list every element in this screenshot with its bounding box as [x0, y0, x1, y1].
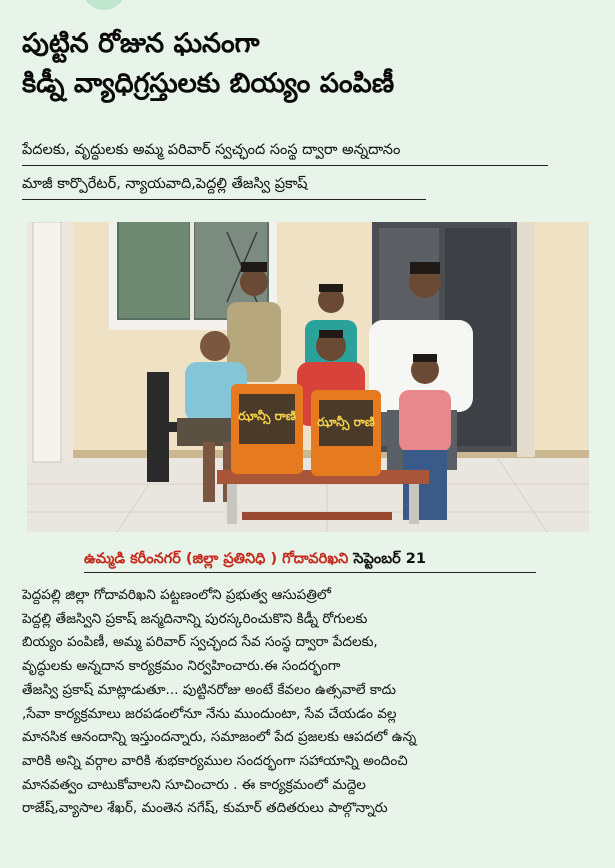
headline-line-1: పుట్టిన రోజున ఘనంగా: [22, 28, 260, 59]
news-photo: [27, 222, 589, 532]
body-line: మానవత్వం చాటుకోవాలని సూచించారు . ఈ కార్యక్రమంలో మద్దెల: [22, 776, 366, 793]
rice-bag-label-right: ఝాన్సీ రాణి: [317, 415, 375, 429]
body-line: బియ్యం పంపిణీ, అమ్మ పరివార్ స్వచ్ఛంద సేవ సంస్థ ద్వారా పేదలకు,: [22, 634, 378, 651]
body-line: రాజేష్,వ్యాసాల శేఖర్, మంతెన నగేష్, కుమార్ తదితరులు పాల్గొన్నారు: [22, 800, 388, 817]
byline: మాజీ కార్పొరేటర్, న్యాయవాది,పెద్దల్లి తేజస్వి ప్రకాష్: [22, 176, 308, 192]
byline-rule: [22, 199, 426, 200]
body-line: వృద్ధులకు అన్నదాన కార్యక్రమం నిర్వహించారు.ఈ సందర్భంగా: [22, 658, 341, 675]
rice-bag-label-left: ఝాన్సీ రాణి: [238, 409, 296, 423]
dateline: [84, 549, 536, 569]
dateline-rule: [84, 572, 536, 573]
news-photo-illustration: [27, 222, 589, 532]
subheadline: పేదలకు, వృద్ధులకు అమ్మ పరివార్ స్వచ్ఛంద సంస్థ ద్వారా అన్నదానం: [22, 142, 401, 158]
article-body: [22, 584, 599, 821]
top-tab-decoration: [82, 0, 126, 10]
body-line: పెద్దల్లి తేజస్విని ప్రకాష్ జన్మదినాన్ని పురస్కరించుకొని కిడ్నీ రోగులకు: [22, 610, 368, 627]
body-line: ,సేవా కార్యక్రమాలు జరపడంలోనూ నేను ముందుంటా, సేవ చేయడం వల్ల: [22, 705, 397, 722]
dateline-date: సెప్టెంబర్ 21: [353, 551, 426, 567]
body-line: తేజస్వి ప్రకాష్ మాట్లాడుతూ... పుట్టినరోజు అంటే కేవలం ఉత్సవాలే కాదు: [22, 681, 396, 698]
headline: [22, 24, 597, 104]
subheadline-rule: [22, 165, 548, 166]
headline-line-2: కిడ్నీ వ్యాధిగ్రస్తులకు బియ్యం పంపిణీ: [22, 68, 395, 99]
body-line: మానసిక ఆనందాన్ని ఇస్తుందన్నారు, సమాజంలో పేద ప్రజలకు ఆపదలో ఉన్న: [22, 729, 417, 746]
dateline-place: ఉమ్మడి కరీంనగర్ (జిల్లా ప్రతినిధి ) గోదావరిఖని: [84, 551, 349, 567]
body-line: వారికి అన్ని వర్గాల వారికి శుభకార్యముల సందర్భంగా సహాయాన్ని అందించి: [22, 752, 408, 769]
body-line: పెద్దపల్లి జిల్లా గోదావరిఖని పట్టణంలోని ప్రభుత్వ ఆసుపత్రిలో: [22, 587, 331, 603]
